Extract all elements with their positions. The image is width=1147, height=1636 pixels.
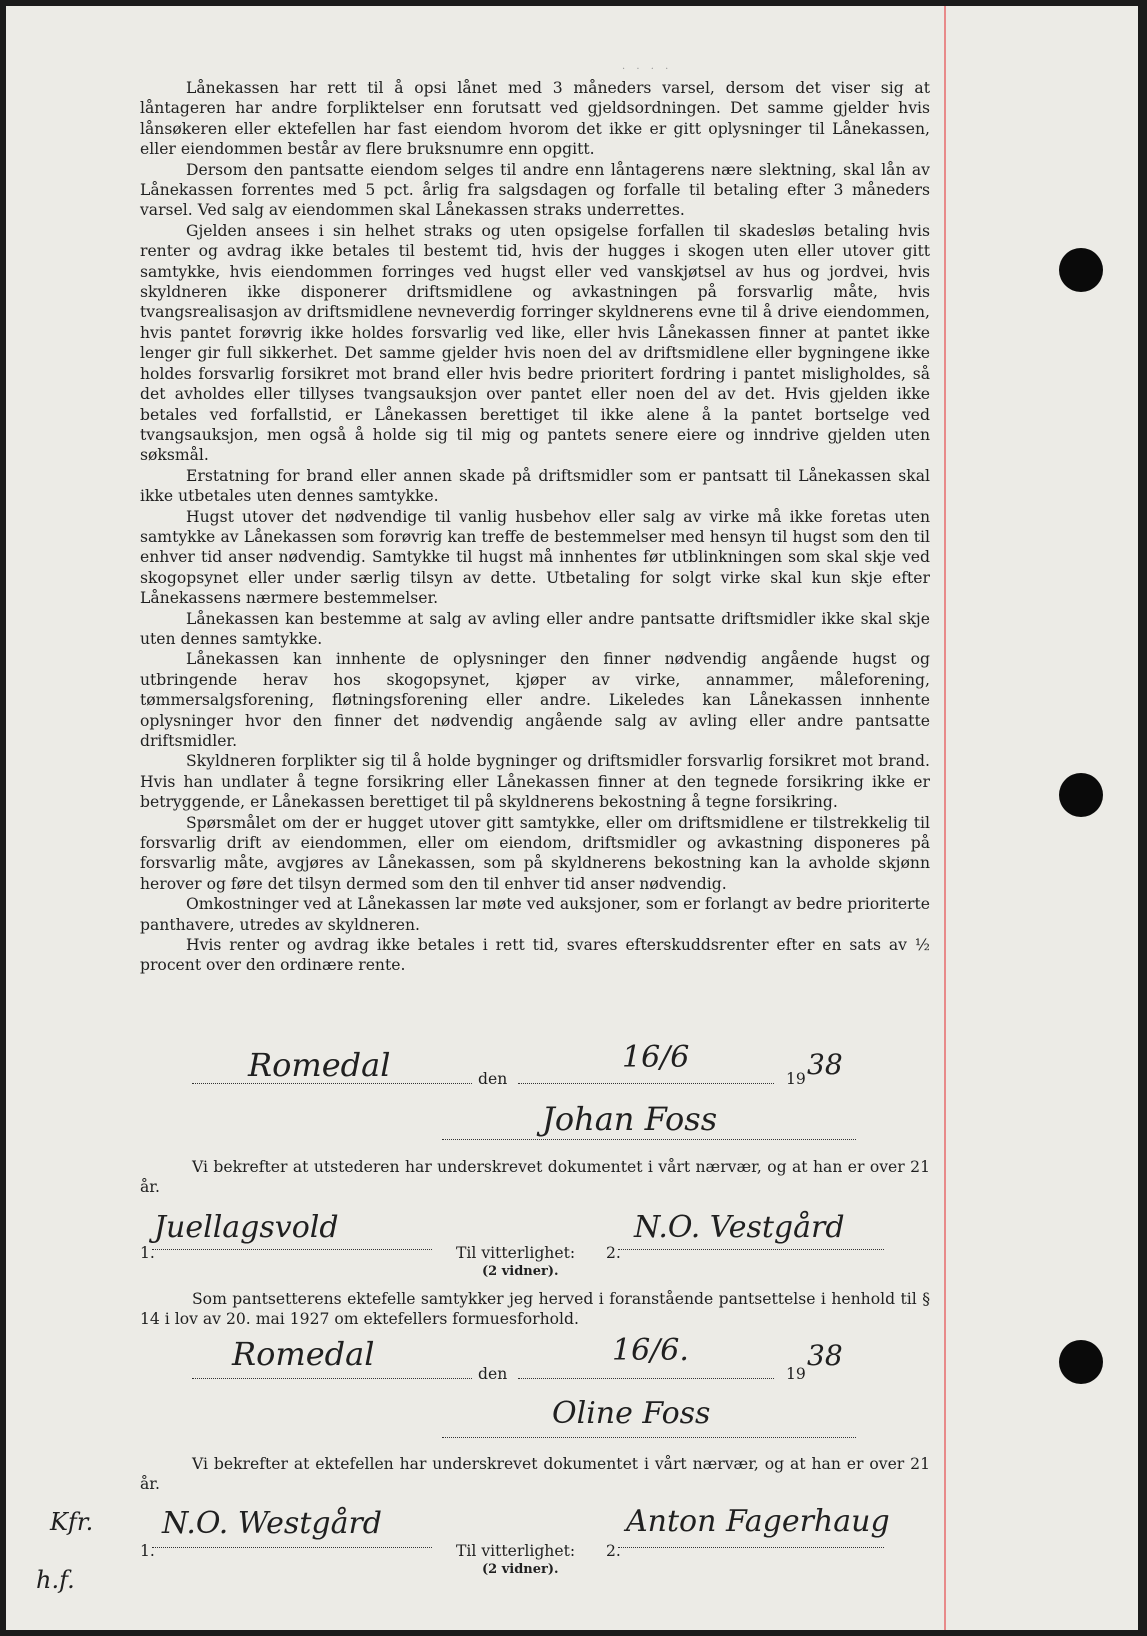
paragraph: Dersom den pantsatte eiendom selges til andre enn låntagerens nære slektning, skal lån av Lånekassen forrentes med 5 pct. årlig fra salgsdagen og forfalle til betaling efter 3 måneders varsel. Ved salg av eiendommen skal Lånekassen straks underrettes. xyxy=(140,160,930,220)
terms-text xyxy=(140,78,930,976)
witness-signature-2: Anton Fagerhaug xyxy=(626,1504,890,1539)
witness-line-1 xyxy=(140,1210,960,1279)
place-date-line-1 xyxy=(192,1040,872,1092)
signer-line-1 xyxy=(192,1100,872,1148)
paragraph: Erstatning for brand eller annen skade på driftsmidler som er pantsatt til Lånekassen skal ikke utbetales uten dennes samtykke. xyxy=(140,466,930,506)
witness-label: Til vitterlighet: xyxy=(456,1244,576,1262)
date-handwritten: 16/6 xyxy=(622,1040,690,1075)
year-prefix: 19 xyxy=(786,1365,806,1383)
faint-header-mark: · · · · xyxy=(622,64,673,75)
witness-dotted-line xyxy=(152,1547,432,1548)
witness-dotted-line xyxy=(618,1547,884,1548)
signer-line-2 xyxy=(192,1396,872,1446)
date-dotted-line xyxy=(518,1378,774,1379)
signer-signature: Oline Foss xyxy=(552,1396,711,1431)
signature-dotted-line xyxy=(442,1437,856,1438)
paragraph: Lånekassen kan innhente de oplysninger den finner nødvendig angående hugst og utbringende herav hos skogopsynet, kjøper av virke, annammer, måleforening, tømmersalgsforening, fløtningsforening eller andre. Likeledes kan Lånekassen innhente oplysninger hvor den finner det nødvendig angående salg av avling eller andre pantsatte driftsmidler. xyxy=(140,650,930,750)
witness-number-1: 1. xyxy=(140,1244,155,1262)
punch-hole-3 xyxy=(1059,1340,1103,1384)
paragraph: Omkostninger ved at Lånekassen lar møte ved auksjoner, som er forlangt av bedre prioriterte panthavere, utredes av skyldneren. xyxy=(140,895,930,934)
paragraph: Lånekassen kan bestemme at salg av avling eller andre pantsatte driftsmidler ikke skal skje uten dennes samtykke. xyxy=(140,609,930,648)
paragraph: Gjelden ansees i sin helhet straks og uten opsigelse forfallen til skadesløs betaling hvis renter og avdrag ikke betales til bestemt tid, hvis der hugges i skogen uten eller utover gitt samtykke, hvis eiendommen forringes ved hugst eller ved vanskjøtsel av hus og jordvei, hvis skyldneren ikke disponerer driftsmidlene og avkastningen på forsvarlig måte, hvis tvangsrealisasjon av driftsmidlene nevneverdig forringer skyldnerens evne til å drive eiendommen, hvis pantet forøvrig ikke holdes forsvarlig ved like, eller hvis Lånekassen finner at pantet ikke lenger gir full sikkerhet. Det samme gjelder hvis noen del av driftsmidlene eller bygningene ikke holdes forsvarlig forsikret mot brand eller hvis bedre prioritert fordring i pantet misligholdes, så det avholdes eller tillyses tvangsauksjon over pantet eller noen del av det. Hvis gjelden ikke betales ved forfallstid, er Lånekassen berettiget til ikke alene å la pantet bortselge ved tvangsauksjon, men også å holde sig til mig og pantets senere eiere og inndrive gjelden uten søksmål. xyxy=(140,221,930,465)
paragraph: Skyldneren forplikter sig til å holde bygninger og driftsmidler forsvarlig forsikret mot brand. Hvis han undlater å tegne forsikring eller Lånekassen finner at den tegnede forsikring ikke er betryggende, er Lånekassen berettiget til på skyldnerens bekostning å tegne forsikring. xyxy=(140,752,930,812)
paragraph: Hvis renter og avdrag ikke betales i rett tid, svares efterskuddsrenter efter en sats av ½ procent over den ordinære rente. xyxy=(140,936,930,975)
witness-note: (2 vidner). xyxy=(482,1562,559,1577)
date-dotted-line xyxy=(518,1083,774,1084)
signature-dotted-line xyxy=(442,1139,856,1140)
place-handwritten: Romedal xyxy=(248,1046,391,1084)
witness-note: (2 vidner). xyxy=(482,1264,559,1279)
spouse-consent: Som pantsetterens ektefelle samtykker jeg herved i foranstående pantsettelse i henhold til § 14 i lov av 20. mai 1927 om ektefellers formuesforhold. xyxy=(140,1290,930,1329)
paragraph: Lånekassen har rett til å opsi lånet med 3 måneders varsel, dersom det viser sig at låntageren har andre forpliktelser enn forutsatt ved gjeldsordningen. Det samme gjelder hvis lånsøkeren eller ektefellen har fast eiendom hvorom det ikke er gitt oplysninger til Lånekassen, eller eiendommen består av flere bruksnumre enn opgitt. xyxy=(140,79,930,159)
witness-number-2: 2. xyxy=(606,1244,621,1262)
witness-signature-1: N.O. Westgård xyxy=(162,1506,383,1541)
red-margin-line xyxy=(944,6,946,1630)
year-handwritten: 38 xyxy=(807,1339,843,1372)
paragraph: Spørsmålet om der er hugget utover gitt samtykke, eller om driftsmidlene er tilstrekkelig til forsvarlig drift av eiendommen, eller om eiendom, driftsmidler og avkastning disponeres på forsvarlig måte, avgjøres av Lånekassen, som på skyldnerens bekostning kan la avholde skjønn herover og føre det tilsyn dermed som den til enhver tid anser nødvendig. xyxy=(140,813,930,893)
witness-signature-2: N.O. Vestgård xyxy=(634,1210,845,1245)
witness-signature-1: Juellagsvold xyxy=(154,1210,339,1245)
affirmation-2: Vi bekrefter at ektefellen har underskrevet dokumentet i vårt nærvær, og at han er over 21 år. xyxy=(140,1455,930,1494)
margin-note-1: Kfr. xyxy=(50,1508,94,1536)
den-label: den xyxy=(478,1365,508,1383)
place-handwritten: Romedal xyxy=(232,1335,375,1373)
den-label: den xyxy=(478,1070,508,1088)
margin-note-2: h.f. xyxy=(36,1566,75,1594)
witness-line-2 xyxy=(140,1504,960,1577)
punch-hole-1 xyxy=(1059,248,1103,292)
witness-label: Til vitterlighet: xyxy=(456,1542,576,1560)
place-dotted-line xyxy=(192,1378,472,1379)
place-date-line-2 xyxy=(192,1333,872,1387)
year-handwritten: 38 xyxy=(807,1048,843,1081)
signer-signature: Johan Foss xyxy=(542,1100,718,1138)
witness-number-1: 1. xyxy=(140,1542,155,1560)
witness-dotted-line xyxy=(618,1249,884,1250)
date-handwritten: 16/6. xyxy=(612,1333,689,1368)
paragraph: Hugst utover det nødvendige til vanlig husbehov eller salg av virke må ikke foretas uten samtykke av Lånekassen som forøvrig kan treffe de bestemmelser med hensyn til hugst som den til enhver tid anser nødvendig. Samtykke til hugst må innhentes før utblinkningen som skal skje ved skogopsynet eller under særlig tilsyn av dette. Utbetaling for solgt virke skal kun skje efter Lånekassens nærmere bestemmelser. xyxy=(140,507,930,608)
document-page xyxy=(6,6,1138,1630)
witness-dotted-line xyxy=(152,1249,432,1250)
affirmation-1: Vi bekrefter at utstederen har underskrevet dokumentet i vårt nærvær, og at han er over 21 år. xyxy=(140,1158,930,1197)
year-prefix: 19 xyxy=(786,1070,806,1088)
witness-number-2: 2. xyxy=(606,1542,621,1560)
punch-hole-2 xyxy=(1059,773,1103,817)
